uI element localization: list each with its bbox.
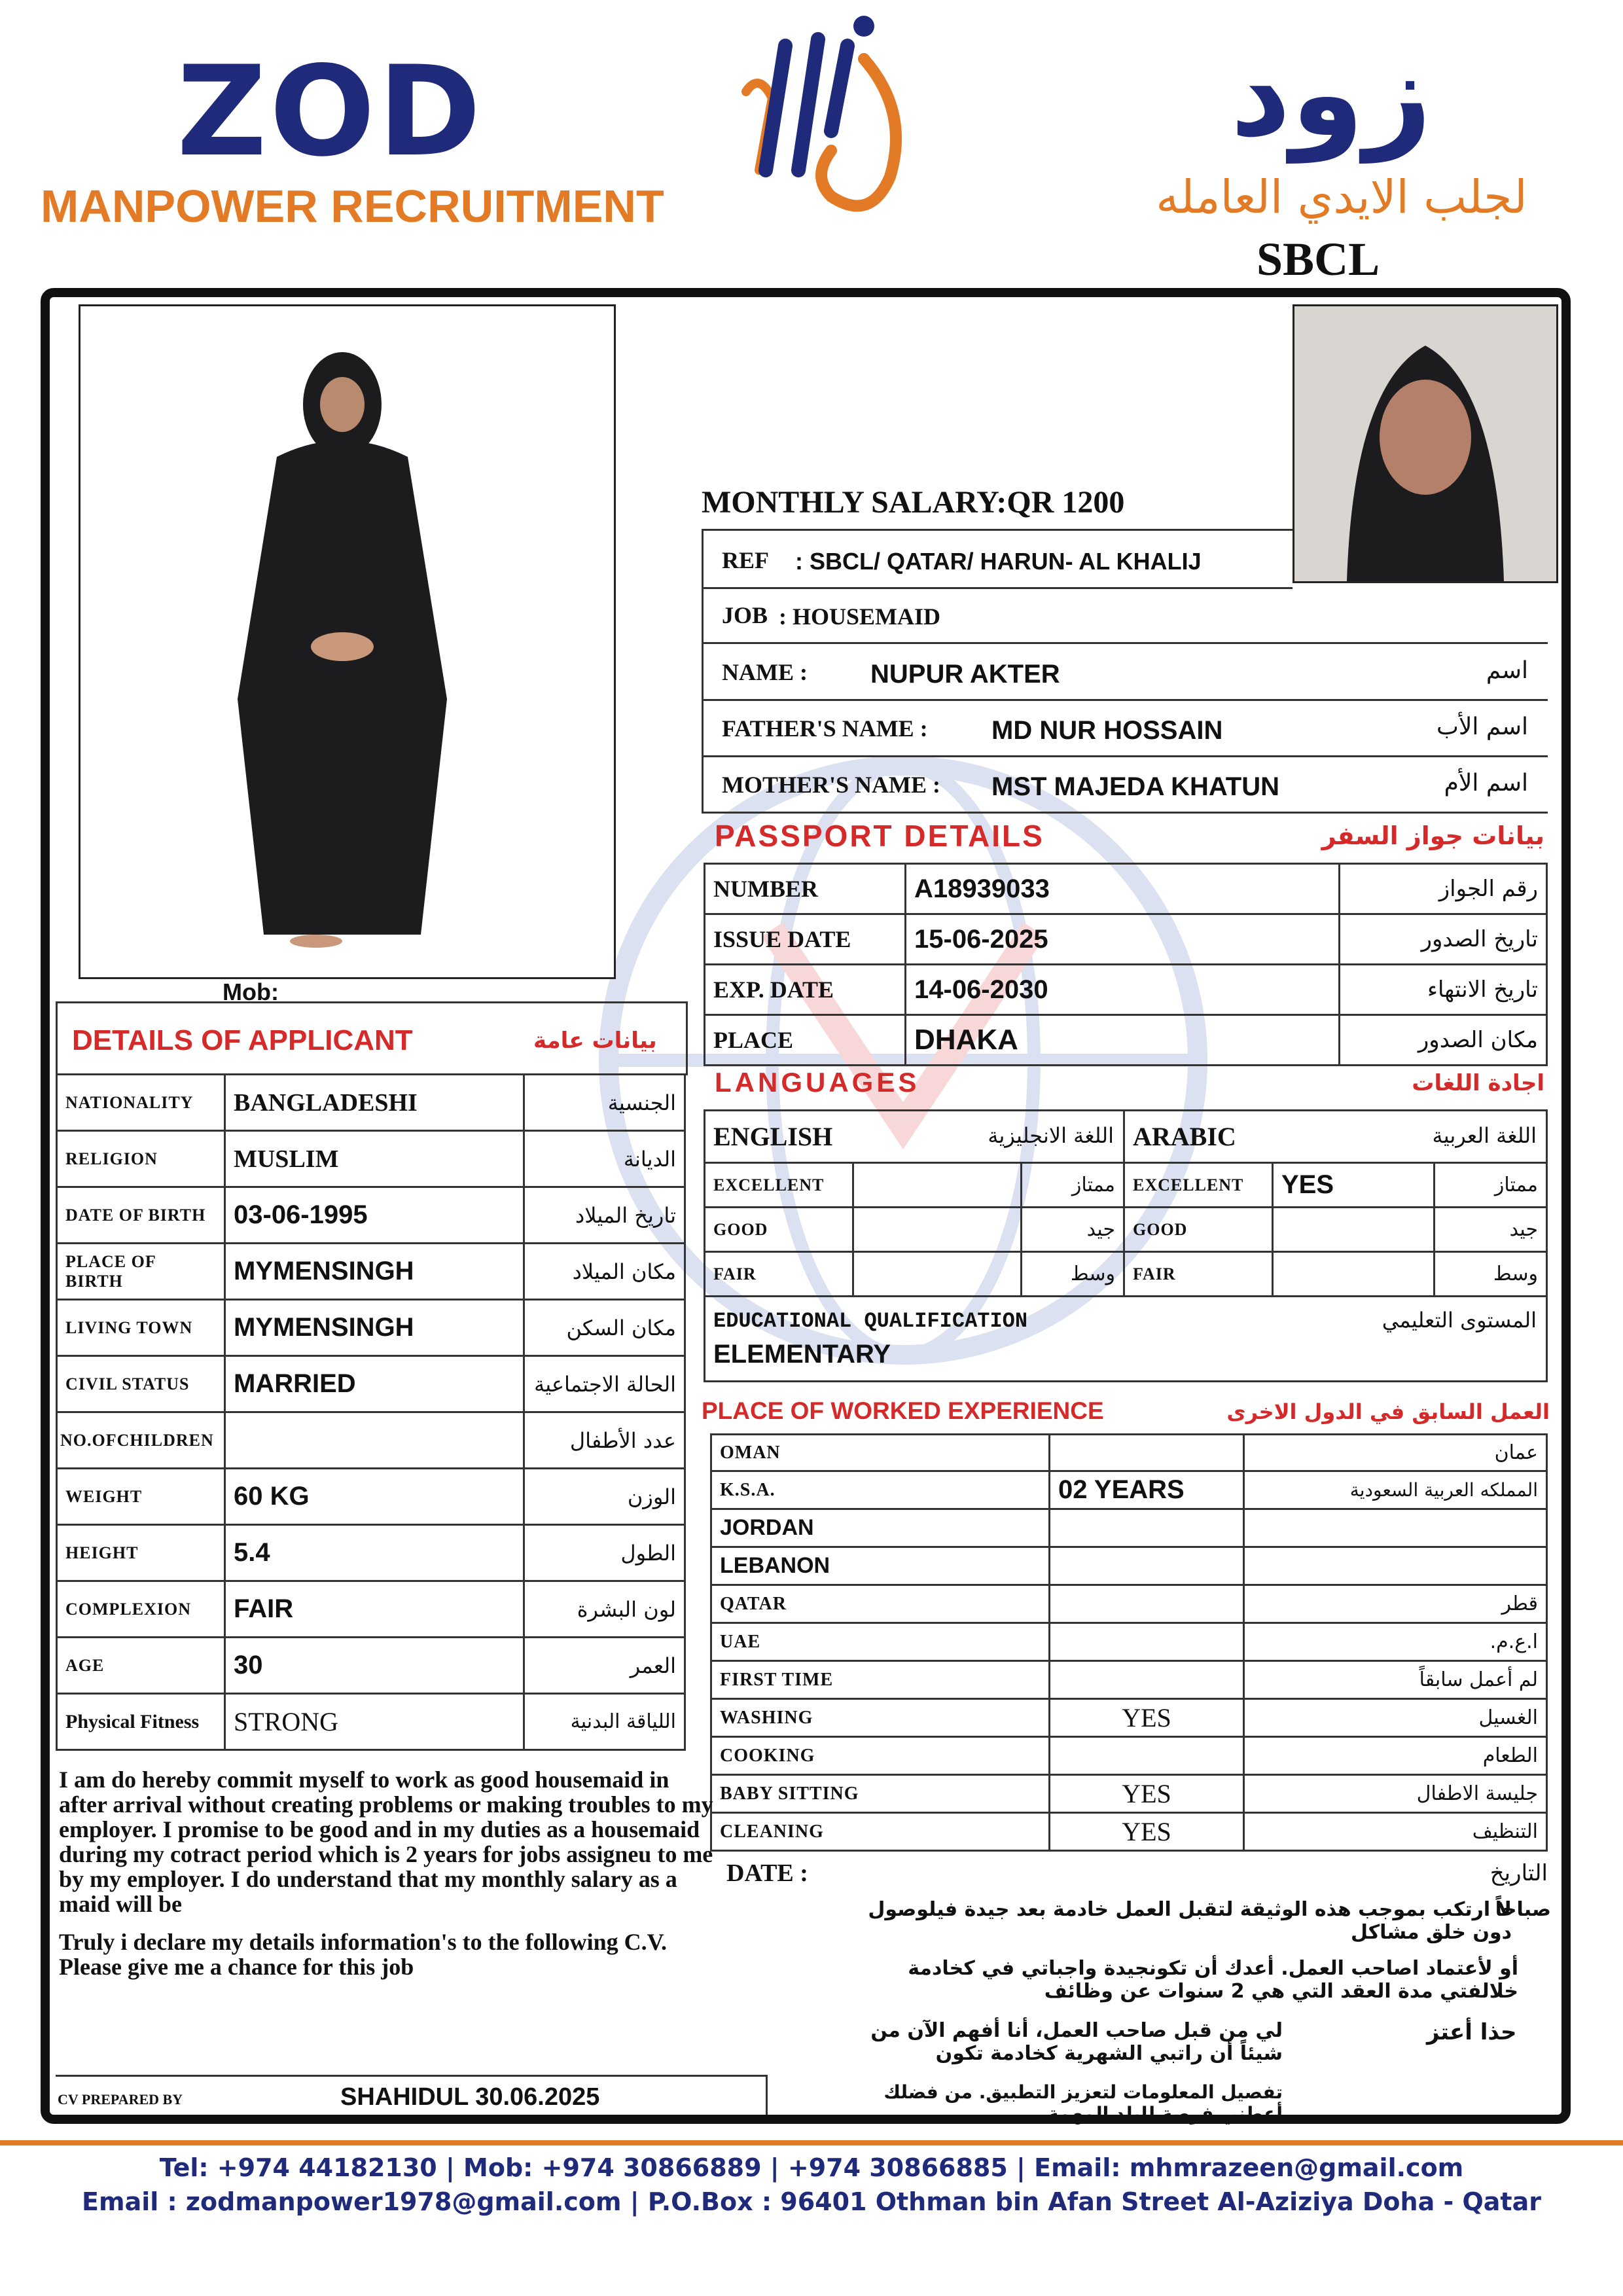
declaration-truth: Truly i declare my details information's to the following C.V. Please give me a chance for this job: [59, 1929, 667, 1980]
applicant-value: 5.4: [225, 1525, 524, 1581]
lang-level-label: GOOD: [705, 1208, 853, 1252]
job-value: : HOUSEMAID: [779, 603, 941, 630]
portrait-photo: [1293, 304, 1558, 583]
father-label: FATHER'S NAME :: [722, 715, 928, 742]
experience-ar-label: عمان: [1244, 1435, 1547, 1471]
applicant-ar-label: العمر: [524, 1638, 685, 1694]
passport-value: 15-06-2025: [906, 914, 1340, 965]
applicant-label: PLACE OF BIRTH: [57, 1244, 225, 1300]
experience-ar-label: المملكه العربية السعودية: [1244, 1471, 1547, 1509]
experience-label: K.S.A.: [711, 1471, 1050, 1509]
english-level-value: [853, 1163, 1022, 1208]
english-ar-label: اللغة الانجليزية: [988, 1123, 1114, 1148]
brand-logo-text: ZOD: [177, 39, 484, 184]
applicant-ar-label: تاريخ الميلاد: [524, 1187, 685, 1244]
experience-ar-label: الطعام: [1244, 1737, 1547, 1775]
experience-ar-label: الغسيل: [1244, 1699, 1547, 1737]
person-figure-icon: [80, 306, 614, 977]
passport-title-ar: بيانات جواز السفر: [1321, 821, 1544, 850]
lang-level-ar: وسط: [1435, 1252, 1547, 1297]
experience-value: 02 YEARS: [1050, 1471, 1244, 1509]
lang-level-label: FAIR: [705, 1252, 853, 1297]
lang-level-ar: وسط: [1022, 1252, 1124, 1297]
name-value: NUPUR AKTER: [870, 660, 1060, 689]
job-label: JOB: [722, 602, 768, 628]
applicant-label: DATE OF BIRTH: [57, 1187, 225, 1244]
applicant-value: MUSLIM: [225, 1131, 524, 1187]
ref-value: : SBCL/ QATAR/ HARUN- AL KHALIJ: [795, 548, 1202, 575]
name-row: [702, 643, 1548, 701]
experience-label: COOKING: [711, 1737, 1050, 1775]
date-label: DATE :: [726, 1859, 808, 1887]
passport-value: 14-06-2030: [906, 965, 1340, 1015]
footer-contact-line2: Email : zodmanpower1978@gmail.com | P.O.Box : 96401 Othman bin Afan Street Al-Aziziya Doha - Qatar: [82, 2187, 1541, 2216]
applicant-title-ar: بيانات عامة: [533, 1028, 657, 1054]
name-label: NAME :: [722, 659, 808, 685]
applicant-ar-label: الديانة: [524, 1131, 685, 1187]
ref-row: [702, 529, 1293, 589]
experience-title-ar: العمل السابق في الدول الاخرى: [1226, 1399, 1550, 1424]
passport-value: A18939033: [906, 864, 1340, 914]
arabic-ar-label: اللغة العربية: [1432, 1123, 1537, 1148]
applicant-label: AGE: [57, 1638, 225, 1694]
experience-value: YES: [1050, 1775, 1244, 1813]
footer-contact-line1: Tel: +974 44182130 | Mob: +974 30866889 | +974 30866885 | Email: mhmrazeen@gmail.com: [159, 2153, 1464, 2182]
arabic-level-value: YES: [1273, 1163, 1435, 1208]
passport-title: PASSPORT DETAILS: [715, 819, 1044, 853]
experience-value: [1050, 1661, 1244, 1699]
experience-ar-label: جليسة الاطفال: [1244, 1775, 1547, 1813]
applicant-value: [225, 1412, 524, 1469]
monthly-salary: MONTHLY SALARY:QR 1200: [702, 485, 1125, 520]
company-logo-icon: [733, 7, 929, 242]
experience-value: [1050, 1547, 1244, 1585]
mother-ar-label: اسم الأم: [1444, 770, 1528, 797]
languages-title: LANGUAGES: [715, 1067, 920, 1098]
brand-arabic-text: زود: [1230, 26, 1432, 163]
job-row: [702, 586, 1548, 644]
applicant-title: DETAILS OF APPLICANT: [72, 1024, 413, 1056]
lang-level-ar: ممتاز: [1435, 1163, 1547, 1208]
passport-ar-label: مكان الصدور: [1340, 1015, 1547, 1066]
lang-level-ar: جيد: [1435, 1208, 1547, 1252]
experience-label: QATAR: [711, 1585, 1050, 1623]
passport-ar-label: تاريخ الصدور: [1340, 914, 1547, 965]
father-value: MD NUR HOSSAIN: [991, 716, 1223, 745]
arabic-declaration-line4: حذا أعتز: [1427, 2019, 1517, 2045]
experience-value: YES: [1050, 1813, 1244, 1851]
applicant-ar-label: الحالة الاجتماعية: [524, 1356, 685, 1412]
date-ar-label: التاريخ: [1489, 1860, 1548, 1886]
applicant-value: MYMENSINGH: [225, 1244, 524, 1300]
arabic-level-value: [1273, 1252, 1435, 1297]
applicant-value: MARRIED: [225, 1356, 524, 1412]
passport-table: [704, 863, 1548, 1066]
applicant-ar-label: اللياقة البدنية: [524, 1694, 685, 1750]
experience-label: FIRST TIME: [711, 1661, 1050, 1699]
applicant-ar-label: لون البشرة: [524, 1581, 685, 1638]
arabic-declaration-line5: لي من قبل صاحب العمل، أنا أفهم الآن من شيئاً أن راتبي الشهرية كخادمة تكون: [870, 2019, 1283, 2065]
experience-label: JORDAN: [711, 1509, 1050, 1547]
experience-label: CLEANING: [711, 1813, 1050, 1851]
applicant-value: BANGLADESHI: [225, 1075, 524, 1131]
full-body-photo: [79, 304, 616, 979]
experience-label: OMAN: [711, 1435, 1050, 1471]
arabic-label: ARABIC: [1133, 1122, 1236, 1151]
father-row: [702, 699, 1548, 757]
experience-label: BABY SITTING: [711, 1775, 1050, 1813]
applicant-label: NATIONALITY: [57, 1075, 225, 1131]
applicant-ar-label: الوزن: [524, 1469, 685, 1525]
declaration-text: [59, 1767, 713, 1979]
english-level-value: [853, 1208, 1022, 1252]
lang-level-ar: جيد: [1022, 1208, 1124, 1252]
applicant-label: COMPLEXION: [57, 1581, 225, 1638]
passport-ar-label: تاريخ الانتهاء: [1340, 965, 1547, 1015]
languages-table: [704, 1109, 1548, 1382]
experience-title: PLACE OF WORKED EXPERIENCE: [702, 1397, 1104, 1424]
arabic-level-value: [1273, 1208, 1435, 1252]
mother-label: MOTHER'S NAME :: [722, 772, 941, 798]
passport-ar-label: رقم الجواز: [1340, 864, 1547, 914]
footer-divider: [0, 2140, 1623, 2145]
experience-table: [710, 1433, 1548, 1852]
brand-arabic-tagline: لجلب الايدي العامله: [1156, 170, 1527, 224]
applicant-value: FAIR: [225, 1581, 524, 1638]
experience-ar-label: [1244, 1509, 1547, 1547]
experience-label: UAE: [711, 1623, 1050, 1661]
experience-value: YES: [1050, 1699, 1244, 1737]
mob-label: Mob:: [223, 978, 279, 1005]
agency-label: SBCL: [1257, 233, 1380, 285]
applicant-label: RELIGION: [57, 1131, 225, 1187]
experience-value: [1050, 1737, 1244, 1775]
experience-value: [1050, 1435, 1244, 1471]
father-ar-label: اسم الأب: [1436, 713, 1528, 740]
mother-row: [702, 755, 1548, 814]
experience-value: [1050, 1509, 1244, 1547]
applicant-value: STRONG: [225, 1694, 524, 1750]
arabic-declaration-line6: تفصيل المعلومات لتعزيز التطبيق. من فضلك أعطني فرصة للبلد المهمة: [883, 2081, 1283, 2125]
prepared-by-value: SHAHIDUL 30.06.2025: [340, 2083, 600, 2111]
declaration-commitment: I am do hereby commit myself to work as good housemaid in after arrival without creating problems or making troubles to my employer. I promise to be good and in my duties as a housemaid during my cotract period which is 2 years for jobs assigneu to me by my employer. I do understand that my monthly salary as a maid will be: [59, 1767, 713, 1917]
lang-level-label: EXCELLENT: [705, 1163, 853, 1208]
applicant-table: [56, 1073, 686, 1751]
applicant-value: 60 KG: [225, 1469, 524, 1525]
applicant-label: WEIGHT: [57, 1469, 225, 1525]
applicant-ar-label: مكان الميلاد: [524, 1244, 685, 1300]
applicant-label: NO.OFCHILDREN: [57, 1412, 225, 1469]
experience-ar-label: قطر: [1244, 1585, 1547, 1623]
languages-title-ar: اجادة اللغات: [1412, 1070, 1544, 1096]
applicant-ar-label: الجنسية: [524, 1075, 685, 1131]
applicant-label: LIVING TOWN: [57, 1300, 225, 1356]
passport-label: PLACE: [705, 1015, 906, 1066]
experience-value: [1050, 1623, 1244, 1661]
english-label: ENGLISH: [713, 1122, 833, 1151]
experience-ar-label: ا.ع.م.: [1244, 1623, 1547, 1661]
lang-level-label: EXCELLENT: [1124, 1163, 1273, 1208]
passport-value: DHAKA: [906, 1015, 1340, 1066]
education-value: ELEMENTARY: [713, 1339, 891, 1369]
education-label: EDUCATIONAL QUALIFICATION: [713, 1308, 1028, 1333]
arabic-declaration-line1: لا ارتكب بموجب هذه الوثيقة لتقبل العمل خادمة بعد جيدة فيلوصول دون خلق مشاكل: [868, 1898, 1512, 1944]
experience-ar-label: التنظيف: [1244, 1813, 1547, 1851]
applicant-value: 03-06-1995: [225, 1187, 524, 1244]
english-level-value: [853, 1252, 1022, 1297]
prepared-by-label: CV PREPARED BY: [58, 2091, 183, 2108]
passport-label: ISSUE DATE: [705, 914, 906, 965]
lang-level-label: FAIR: [1124, 1252, 1273, 1297]
experience-ar-label: [1244, 1547, 1547, 1585]
lang-level-ar: ممتاز: [1022, 1163, 1124, 1208]
passport-label: NUMBER: [705, 864, 906, 914]
applicant-ar-label: عدد الأطفال: [524, 1412, 685, 1469]
applicant-value: 30: [225, 1638, 524, 1694]
applicant-label: HEIGHT: [57, 1525, 225, 1581]
applicant-ar-label: الطول: [524, 1525, 685, 1581]
portrait-figure-icon: [1294, 306, 1556, 581]
ref-label: REF: [722, 547, 769, 573]
education-ar-label: المستوى التعليمي: [1382, 1308, 1537, 1333]
applicant-value: MYMENSINGH: [225, 1300, 524, 1356]
experience-label: LEBANON: [711, 1547, 1050, 1585]
experience-value: [1050, 1585, 1244, 1623]
experience-ar-label: لم أعمل سابقاً: [1244, 1661, 1547, 1699]
experience-label: WASHING: [711, 1699, 1050, 1737]
lang-level-label: GOOD: [1124, 1208, 1273, 1252]
arabic-declaration-line2: صباحاً: [1495, 1898, 1551, 1921]
passport-label: EXP. DATE: [705, 965, 906, 1015]
applicant-label: Physical Fitness: [57, 1694, 225, 1750]
name-ar-label: اسم: [1486, 657, 1528, 684]
arabic-declaration-line3: أو لأعتماد اصاحب العمل. أعدك أن تكونجيدة واجباتي في كخادمة خلالفتي مدة العقد التي هي 2 سنوات عن وظائف: [908, 1957, 1518, 2003]
mother-value: MST MAJEDA KHATUN: [991, 772, 1279, 801]
brand-tagline: MANPOWER RECRUITMENT: [41, 181, 664, 232]
applicant-ar-label: مكان السكن: [524, 1300, 685, 1356]
applicant-label: CIVIL STATUS: [57, 1356, 225, 1412]
